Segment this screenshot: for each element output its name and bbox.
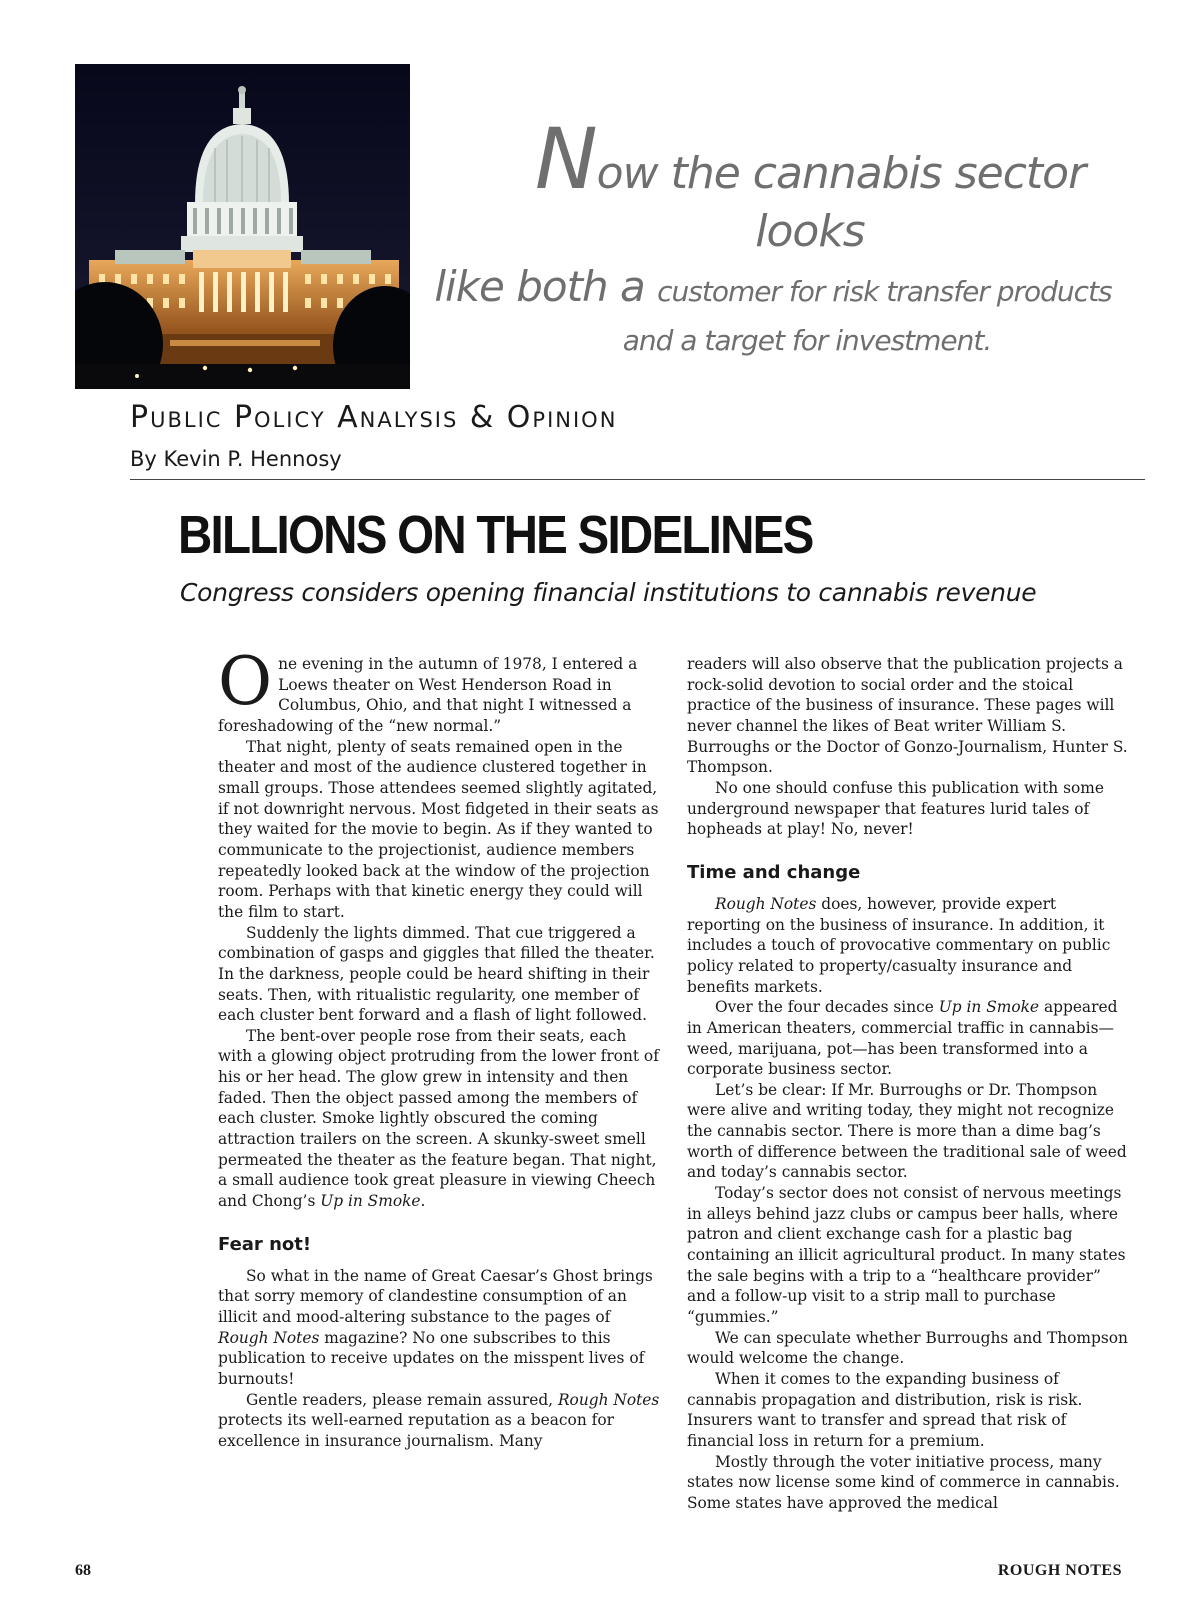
paragraph-text: Gentle readers, please remain assured, bbox=[246, 1390, 558, 1409]
publication-title: Rough Notes bbox=[715, 894, 817, 913]
paragraph-text: . bbox=[420, 1192, 426, 1211]
subheading-fear-not: Fear not! bbox=[218, 1233, 312, 1255]
pull-quote-initial: N bbox=[534, 110, 597, 208]
deck-subheadline: Congress considers opening financial institutions to cannabis revenue bbox=[180, 578, 1037, 607]
pull-quote-line-1 bbox=[440, 110, 1140, 261]
film-title: Up in Smoke bbox=[320, 1192, 421, 1211]
paragraph: That night, plenty of seats remained open in the theater and most of the audience clustered together in small groups. Those attendees seemed slightly agitated, if not downright nervous. Most fidgeted in their seats as they waited for the movie to begin. As if they wanted to communicate to the projectionist, audience members repeatedly looked back at the window of the projection room. Perhaps with that kinetic energy they could will the film to start. bbox=[218, 737, 659, 921]
capitol-photo bbox=[75, 64, 410, 389]
pull-quote-line-2 bbox=[406, 261, 1140, 318]
paragraph: Suddenly the lights dimmed. That cue triggered a combination of gasps and giggles that filled the theater. In the darkness, people could be heard shifting in their seats. Then, with ritualistic regularity, one member of each cluster bent forward and a flash of light followed. bbox=[218, 923, 655, 1025]
paragraph: Let’s be clear: If Mr. Burroughs or Dr. Thompson were alive and writing today, they might not recognize the cannabis sector. There is more than a dime bag’s worth of difference between the traditional sale of weed and today’s cannabis sector. bbox=[687, 1080, 1127, 1182]
film-title: Up in Smoke bbox=[938, 998, 1040, 1017]
publication-name: ROUGH NOTES bbox=[997, 1562, 1122, 1579]
page-number: 68 bbox=[75, 1562, 91, 1579]
publication-title: Rough Notes bbox=[557, 1390, 660, 1409]
header-divider bbox=[130, 479, 1145, 480]
headline: BILLIONS ON THE SIDELINES bbox=[178, 505, 813, 565]
pull-quote-line-3: and a target for investment. bbox=[622, 324, 992, 357]
pull-quote bbox=[434, 110, 1140, 364]
drop-cap: O bbox=[218, 643, 273, 720]
paragraph-text: The bent-over people rose from their seats, each with a glowing object protruding from the lower front of his or her head. The glow grew in intensity and then faded. Then the object passed among the members of each cluster. Smoke lightly obscured the coming attraction trailers on the screen. A skunky-sweet smell permeated the theater as the feature began. That night, a small audience took great pleasure in viewing Cheech and Chong’s bbox=[218, 1026, 659, 1211]
byline: By Kevin P. Hennosy bbox=[130, 447, 342, 471]
paragraph-text: So what in the name of Great Caesar’s Ghost brings that sorry memory of clandestine consumption of an illicit and mood-altering substance to the pages of bbox=[218, 1266, 653, 1327]
pull-quote-line-1-text: ow the cannabis sector looks bbox=[596, 148, 1086, 257]
article-column-1 bbox=[218, 643, 663, 1452]
paragraph: No one should confuse this publication with some underground newspaper that features lurid tales of hopheads at play! No, never! bbox=[687, 778, 1104, 839]
paragraph-text: does, however, provide expert reporting on the business of insurance. In addition, it includes a touch of provocative commentary on public policy related to property/casualty insurance and benefits markets. bbox=[687, 894, 1111, 996]
pull-quote-line-2-small: customer for risk transfer products bbox=[657, 275, 1112, 308]
subheading-time-and-change: Time and change bbox=[687, 861, 861, 883]
section-label: Public Policy Analysis & Opinion bbox=[130, 400, 618, 435]
paragraph-text: appeared in American theaters, commercial traffic in cannabis—weed, marijuana, pot—has been transformed into a corporate business sector. bbox=[687, 998, 1118, 1079]
paragraph-text: Over the four decades since bbox=[715, 998, 939, 1017]
paragraph bbox=[218, 1390, 663, 1452]
paragraph: When it comes to the expanding business of cannabis propagation and distribution, risk is risk. Insurers want to transfer and spread that risk of financial loss in return for a premium. bbox=[687, 1370, 1083, 1450]
paragraph: Today’s sector does not consist of nervous meetings in alleys behind jazz clubs or campus beer halls, where patron and client exchange cash for a plastic bag containing an illicit agricultural product. In many states the sale begins with a trip to a “healthcare provider” and a follow-up visit to a strip mall to purchase “gummies.” bbox=[687, 1184, 1126, 1327]
publication-title: Rough Notes bbox=[218, 1328, 320, 1347]
paragraph: readers will also observe that the publication projects a rock-solid devotion to social order and the stoical practice of the business of insurance. These pages will never channel the likes of Beat writer William S. Burroughs or the Doctor of Gonzo-Journalism, Hunter S. Thompson. bbox=[687, 655, 1128, 777]
paragraph bbox=[218, 1026, 663, 1212]
paragraph-text: protects its well-earned reputation as a beacon for excellence in insurance journalism. Many bbox=[218, 1411, 614, 1450]
paragraph: We can speculate whether Burroughs and Thompson would welcome the change. bbox=[687, 1328, 1128, 1368]
paragraph bbox=[218, 1266, 663, 1390]
paragraph-text: ne evening in the autumn of 1978, I entered a Loews theater on West Henderson Road in Columbus, Ohio, and that night I witnessed a foreshadowing of the “new normal.” bbox=[218, 655, 638, 735]
article-column-2 bbox=[687, 654, 1132, 1514]
paragraph: Mostly through the voter initiative process, many states now license some kind of commerce in cannabis. Some states have approved the medical bbox=[687, 1452, 1120, 1512]
pull-quote-line-2-large: like both a bbox=[434, 262, 645, 311]
paragraph bbox=[687, 894, 1132, 997]
paragraph bbox=[687, 997, 1132, 1080]
paragraph-text: magazine? No one subscribes to this publication to receive updates on the misspent lives of burnouts! bbox=[218, 1328, 645, 1388]
paragraph bbox=[218, 643, 663, 737]
